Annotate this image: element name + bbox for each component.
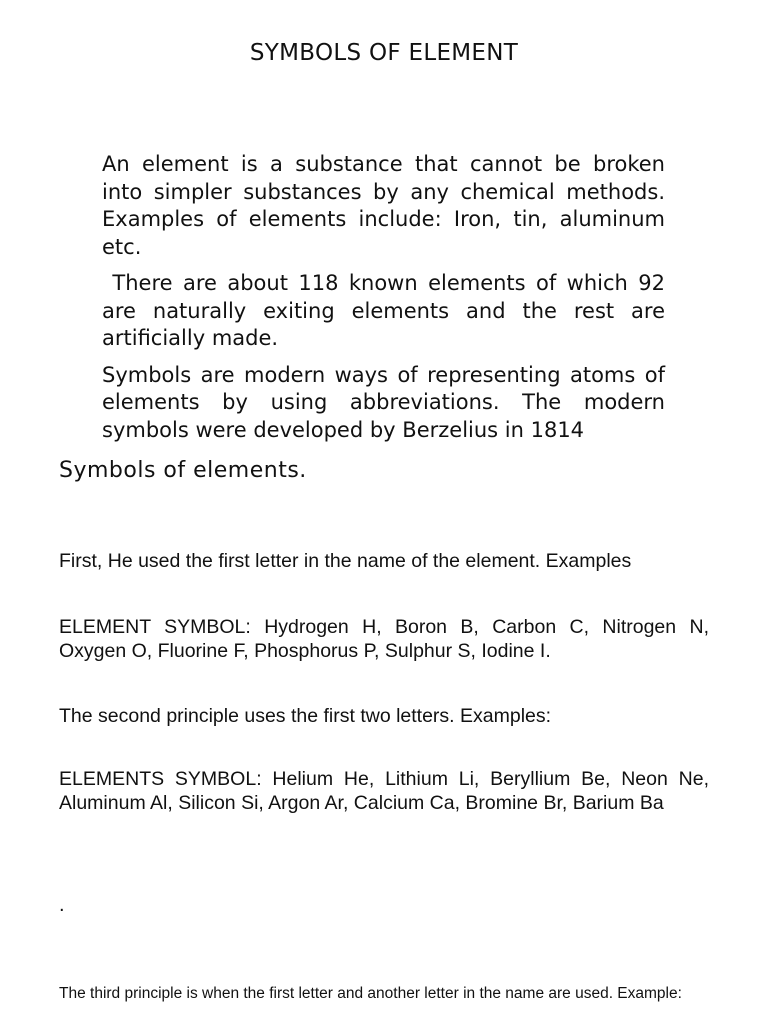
page-title: SYMBOLS OF ELEMENT [249, 40, 519, 66]
paragraph-first-principle-examples: ELEMENT SYMBOL: Hydrogen H, Boron B, Carbon C, Nitrogen N, Oxygen O, Fluorine F, Phosphorus P, Sulphur S, Iodine I. [59, 616, 709, 662]
intro-paragraph-count: There are about 118 known elements of which 92 are naturally exiting elements and the rest are artificially made. [102, 271, 672, 350]
paragraph-second-principle-examples: ELEMENTS SYMBOL: Helium He, Lithium Li, Beryllium Be, Neon Ne, Aluminum Al, Silicon Si, Argon Ar, Calcium Ca, Bromine Br, Barium Ba [59, 768, 709, 814]
intro-paragraph-symbols: Symbols are modern ways of representing atoms of elements by using abbreviations. The modern symbols were developed by Berzelius in 1814 [102, 362, 665, 442]
intro-paragraph-definition: An element is a substance that cannot be broken into simpler substances by any chemical methods. Examples of elements include: Iron, tin, aluminum etc. [102, 152, 665, 259]
paragraph-third-principle: The third principle is when the first letter and another letter in the name are used. Example: [59, 985, 682, 1002]
paragraph-second-principle: The second principle uses the first two letters. Examples: [59, 705, 552, 727]
intro-section [102, 151, 672, 453]
section-heading: Symbols of elements. [59, 458, 307, 483]
paragraph-first-principle: First, He used the first letter in the name of the element. Examples [59, 550, 632, 572]
stray-dot: . [59, 894, 65, 916]
